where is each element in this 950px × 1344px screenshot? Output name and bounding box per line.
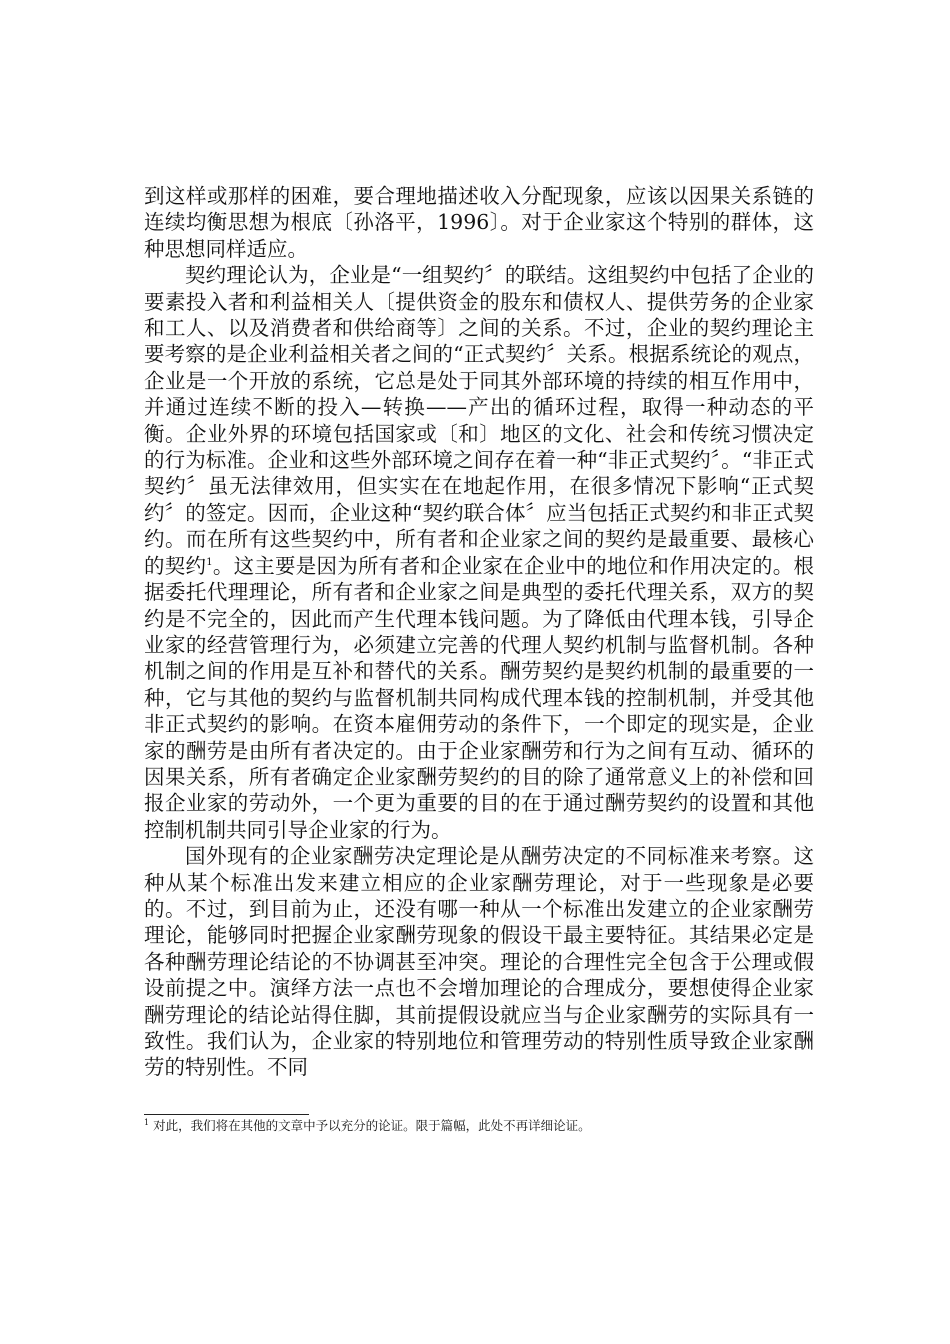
footnote-marker: 1: [144, 1117, 150, 1127]
paragraph-text: 国外现有的企业家酬劳决定理论是从酬劳决定的不同标准来考察。这种从某个标准出发来建立相应的企业家酬劳理论，对于一些现象是必要的。不过，到目前为止，还没有哪一种从一个标准出发建立的企业家酬劳理论，能够同时把握企业家酬劳现象的假设干最主要特征。其结果必定是各种酬劳理论结论的不协调甚至冲突。理论的合理性完全包含于公理或假设前提之中。演绎方法一点也不会增加理论的合理成分，要想使得企业家酬劳理论的结论站得住脚，其前提假设就应当与企业家酬劳的实际具有一致性。我们认为，企业家的特别地位和管理劳动的特别性质导致企业家酬劳的特别性。不同: [144, 844, 814, 1080]
paragraph-1: [144, 183, 814, 262]
document-body: [144, 183, 814, 1081]
paragraph-text: 到这样或那样的困难，要合理地描述收入分配现象，应该以因果关系链的连续均衡思想为根底〔孙洛平，1996〕。对于企业家这个特别的群体，这种思想同样适应。: [144, 184, 814, 261]
footnote-text: 对此，我们将在其他的文章中予以充分的论证。限于篇幅，此处不再详细论证。: [153, 1118, 591, 1133]
footnote: [144, 1117, 814, 1135]
paragraph-text: 契约理论认为，企业是“一组契约〞的联结。这组契约中包括了企业的要素投入者和利益相关人〔提供资金的股东和债权人、提供劳务的企业家和工人、以及消费者和供给商等〕之间的关系。不过，企业的契约理论主要考察的是企业利益相关者之间的“正式契约〞关系。根据系统论的观点，企业是一个开放的系统，它总是处于同其外部环境的持续的相互作用中，并通过连续不断的投入—转换——产出的循环过程，取得一种动态的平衡。企业外界的环境包括国家或〔和〕地区的文化、社会和传统习惯决定的行为标准。企业和这些外部环境之间存在着一种“非正式契约〞。“非正式契约〞虽无法律效用，但实实在在地起作用，在很多情况下影响“正式契约〞的签定。因而，企业这种“契约联合体〞应当包括正式契约和非正式契约。而在所有这些契约中，所有者和企业家之间的契约是最重要、最核心的契约: [144, 263, 814, 578]
paragraph-text: 。这主要是因为所有者和企业家在企业中的地位和作用决定的。根据委托代理理论，所有者和企业家之间是典型的委托代理关系，双方的契约是不完全的，因此而产生代理本钱问题。为了降低由代理本钱，引导企业家的经营管理行为，必须建立完善的代理人契约机制与监督机制。各种机制之间的作用是互补和替代的关系。酬劳契约是契约机制的最重要的一种，它与其他的契约与监督机制共同构成代理本钱的控制机制，并受其他非正式契约的影响。在资本雇佣劳动的条件下，一个即定的现实是，企业家的酬劳是由所有者决定的。由于企业家酬劳和行为之间有互动、循环的因果关系，所有者确定企业家酬劳契约的目的除了通常意义上的补偿和回报企业家的劳动外，一个更为重要的目的在于通过酬劳契约的设置和其他控制机制共同引导企业家的行为。: [144, 553, 815, 842]
footnote-reference: 1: [206, 556, 213, 568]
paragraph-3: [144, 843, 814, 1081]
paragraph-2: [144, 262, 814, 843]
footnote-separator: [144, 1114, 309, 1115]
